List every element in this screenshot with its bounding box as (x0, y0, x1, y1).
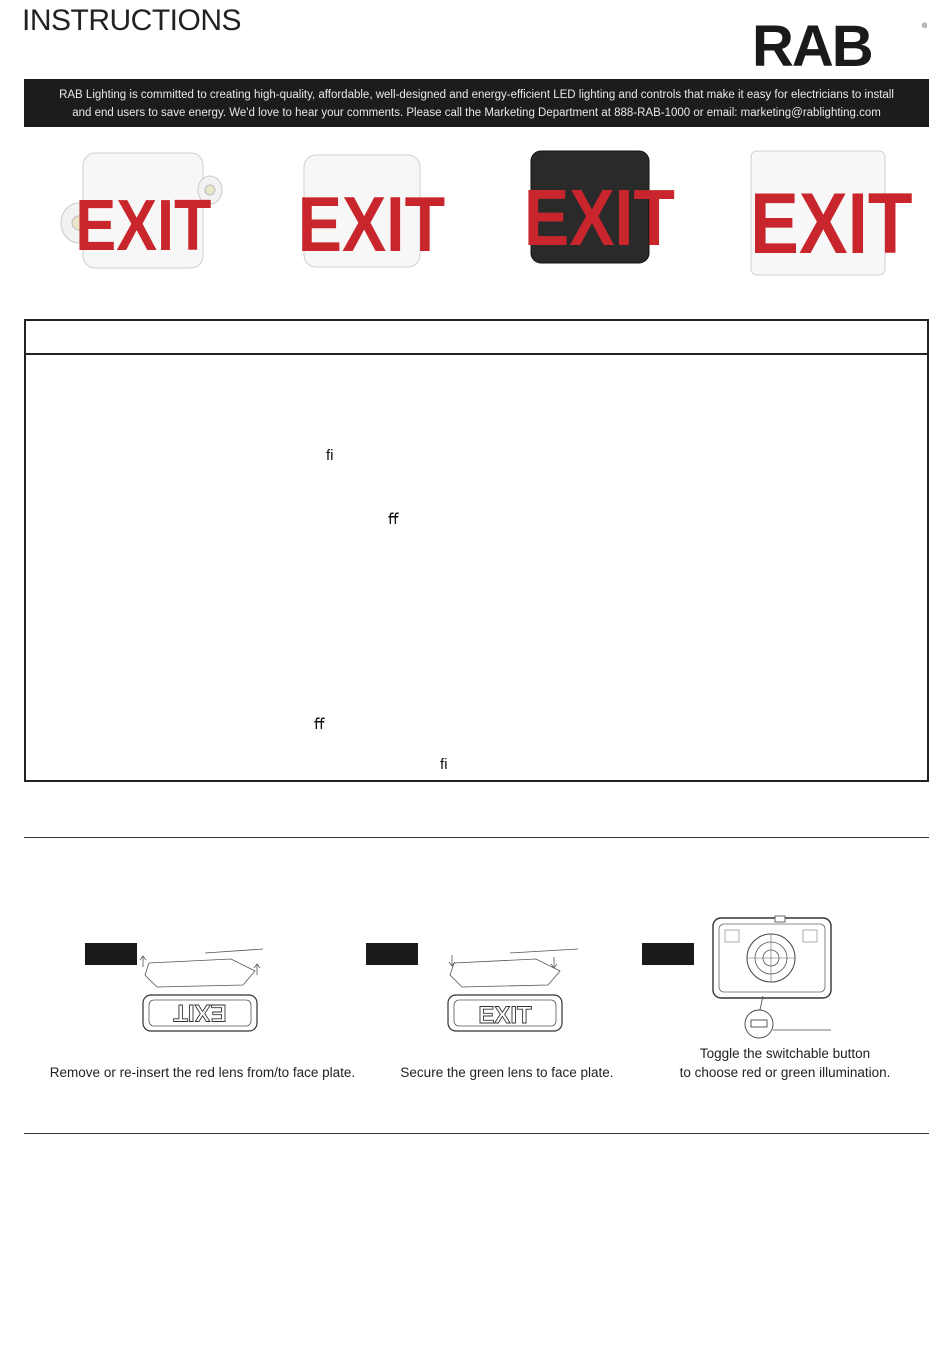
caption-line: Secure the green lens to face plate. (400, 1065, 614, 1080)
step-3-caption (665, 1044, 905, 1082)
exit-text-2: EXIT (297, 180, 446, 269)
ligature-fragment: ﬁ (326, 447, 334, 464)
rab-logo (750, 14, 930, 79)
step-tag-3 (642, 943, 694, 965)
exit-text-1: EXIT (75, 186, 212, 267)
info-banner (24, 79, 929, 127)
product-image-4 (748, 145, 913, 280)
step-tag-1 (85, 943, 137, 965)
step-tag-2 (366, 943, 418, 965)
diagram-switch-button (705, 912, 840, 1042)
product-image-3 (523, 145, 675, 280)
caption-line: to choose red or green illumination. (679, 1065, 891, 1080)
diagram-red-lens (135, 945, 265, 1035)
exit-text-3: EXIT (523, 172, 675, 263)
ligature-fragment: ﬀ (314, 716, 325, 733)
exit-text-4: EXIT (750, 175, 913, 272)
svg-text:®: ® (922, 23, 928, 30)
product-image-2 (297, 145, 446, 280)
banner-line-2: and end users to save energy. We'd love to hear your comments. Please call the Marketing Department at 888-RAB-1000 or email: marketing@rablighting.com (72, 107, 881, 119)
caption-line: Toggle the switchable button (699, 1046, 871, 1061)
section-divider (24, 837, 929, 838)
safety-box (24, 319, 929, 782)
step-2-caption (382, 1063, 632, 1082)
caption-line: Remove or re-insert the red lens from/to face plate. (49, 1065, 356, 1080)
section-divider (24, 1133, 929, 1134)
safety-box-header (26, 321, 927, 355)
banner-line-1: RAB Lighting is committed to creating high-quality, affordable, well-designed and energy-efficient LED lighting and controls that make it easy for electricians to install (59, 89, 894, 101)
page-title: INSTRUCTIONS (22, 4, 241, 37)
ligature-fragment: ﬀ (388, 511, 399, 528)
step-1-caption (30, 1063, 375, 1082)
svg-text:EXIT: EXIT (173, 999, 227, 1026)
product-image-1 (55, 145, 225, 280)
ligature-fragment: ﬁ (440, 756, 448, 773)
brand-wordmark: RAB (752, 14, 872, 79)
diagram-green-lens (440, 945, 580, 1035)
svg-text:EXIT: EXIT (478, 1002, 532, 1029)
